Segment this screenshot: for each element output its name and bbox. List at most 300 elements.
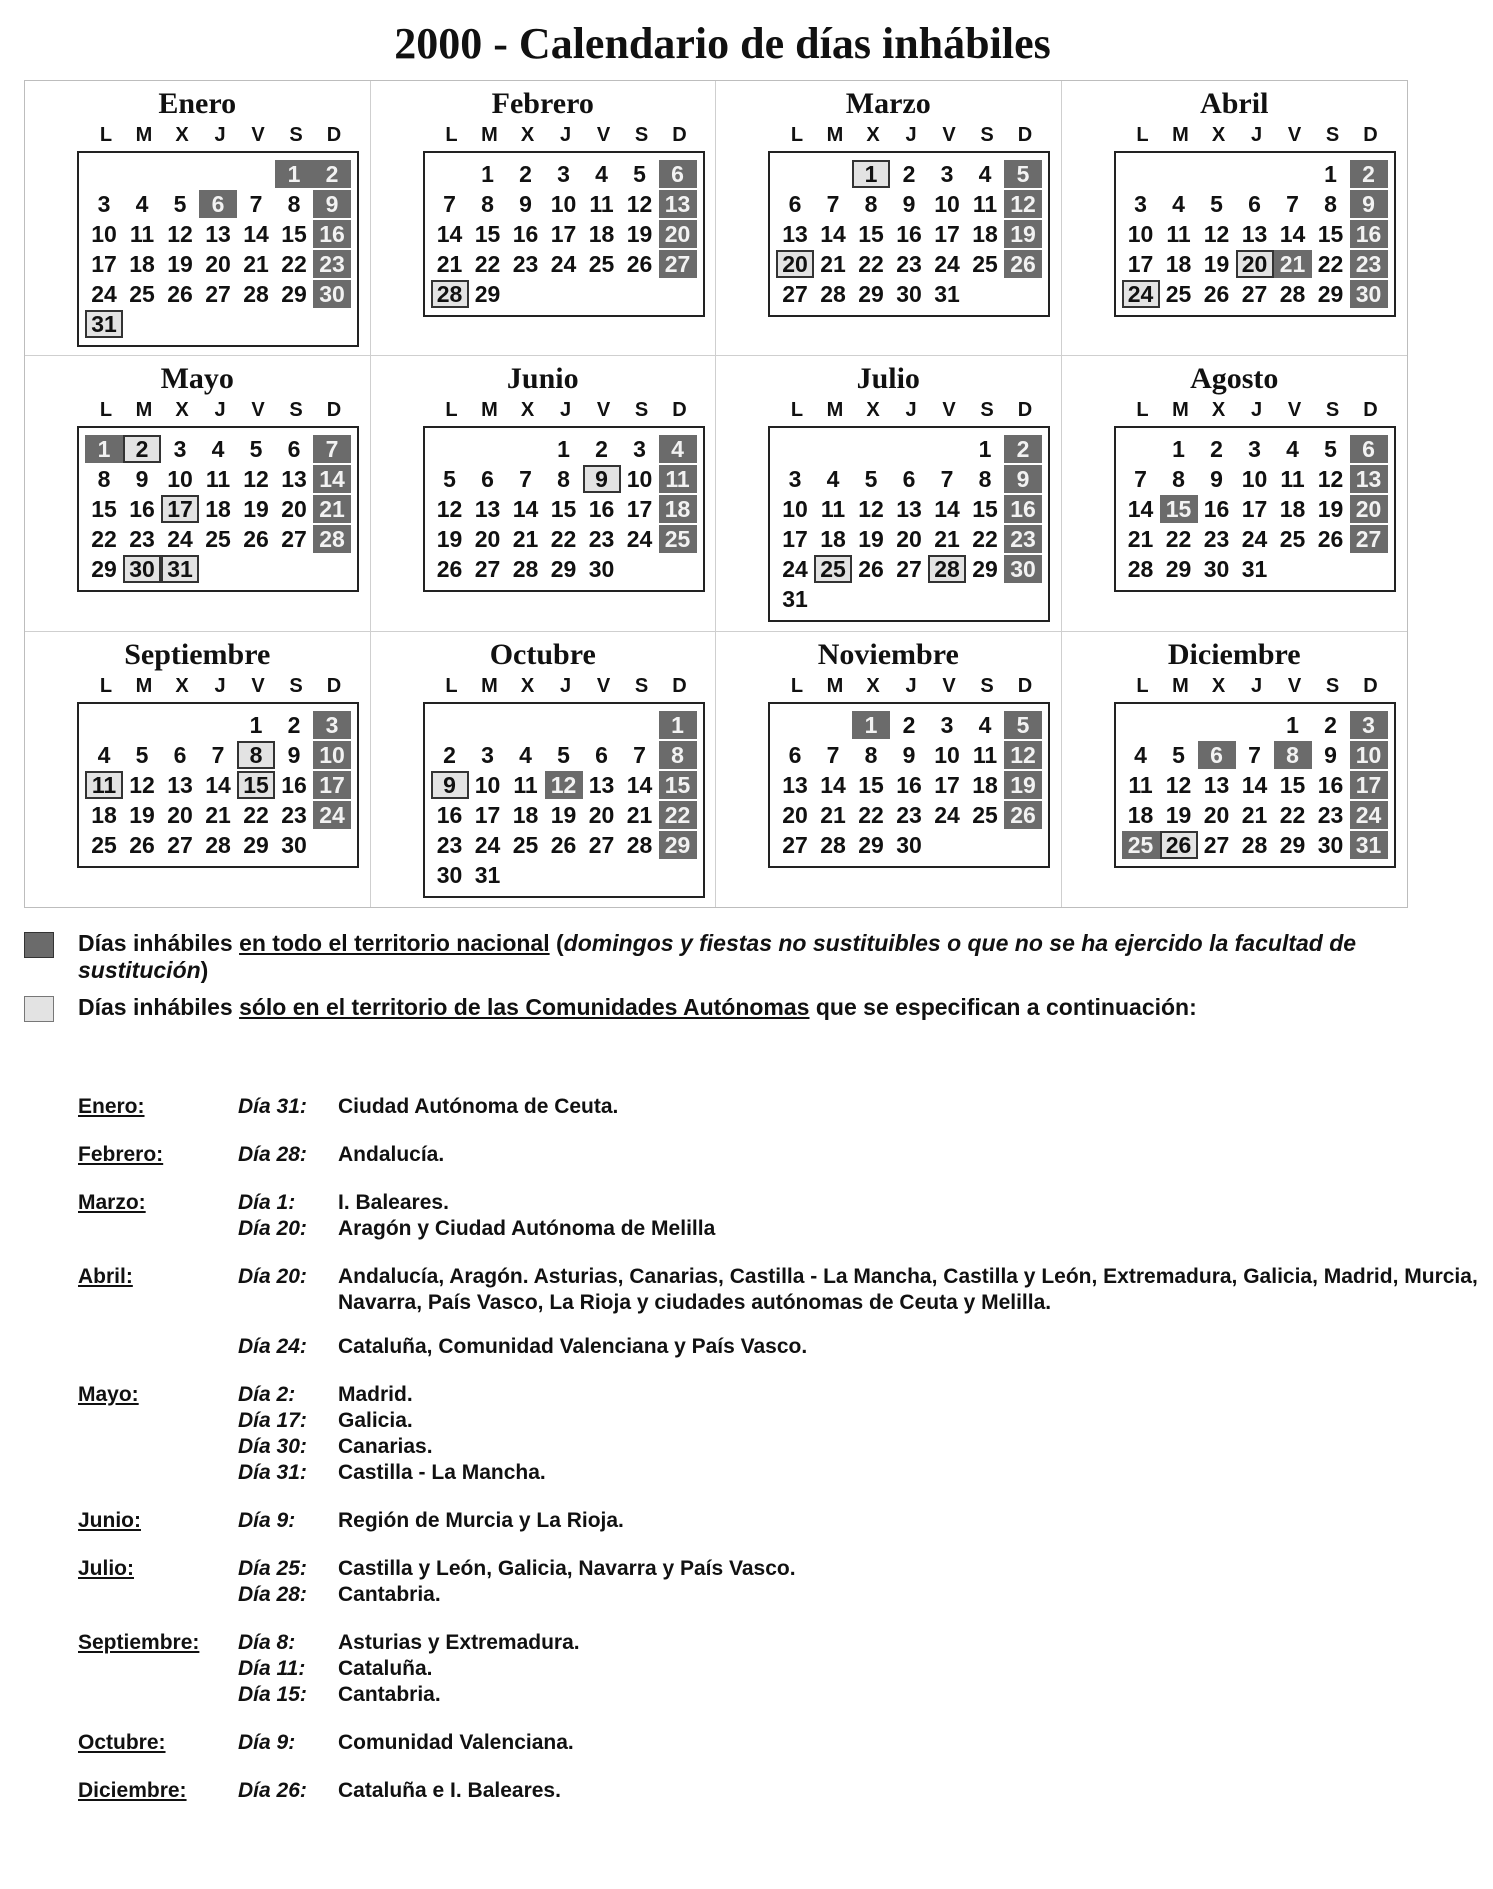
day-cell: 20: [474, 526, 501, 553]
day-cell: 10: [934, 741, 960, 768]
weekday-label: X: [1211, 399, 1226, 422]
day-cell: 16: [896, 221, 922, 247]
day-cell: 25: [1122, 831, 1160, 859]
days-grid: [85, 159, 357, 339]
day-cell: 8: [237, 741, 275, 769]
day-cell: 20: [1236, 250, 1274, 278]
day-cell: 16: [588, 496, 615, 523]
days-grid: [1122, 159, 1394, 309]
day-cell: 4: [1286, 436, 1299, 463]
weekday-label: J: [559, 674, 572, 697]
weekday-label: D: [1363, 674, 1378, 697]
holiday-day: Día 9:: [238, 1731, 296, 1754]
holiday-group: [78, 1382, 1478, 1486]
day-cell: 13: [1203, 771, 1230, 798]
weekday-label: L: [790, 674, 804, 697]
day-cell: 20: [205, 251, 231, 277]
day-cell: 20: [1203, 801, 1230, 828]
empty-day: [1236, 711, 1274, 739]
holiday-day: Día 11:: [238, 1657, 306, 1680]
day-cell: 4: [1134, 741, 1147, 768]
legend-national-underlined: en todo el territorio nacional: [239, 930, 550, 956]
day-cell: 7: [519, 466, 532, 493]
day-cell: 5: [864, 466, 878, 493]
weekday-label: J: [1250, 674, 1263, 697]
day-cell: 5: [557, 741, 570, 768]
holiday-month: Julio:: [78, 1557, 134, 1580]
day-cell: 6: [173, 741, 187, 768]
day-cell: 11: [589, 191, 614, 217]
weekday-label: D: [1017, 124, 1033, 146]
month-noviembre: [716, 632, 1062, 907]
day-cell: 1: [1172, 436, 1185, 463]
day-cell: 26: [1004, 250, 1042, 278]
day-cell: 2: [1210, 436, 1223, 463]
weekday-header: [433, 123, 699, 147]
holiday-regions: Cantabria.: [338, 1583, 441, 1606]
weekday-label: D: [1363, 124, 1378, 146]
day-cell: 25: [972, 251, 998, 277]
day-cell: 18: [820, 526, 846, 553]
day-cell: 19: [1004, 771, 1042, 799]
day-cell: 5: [173, 191, 187, 217]
weekday-label: L: [99, 124, 113, 146]
day-cell: 17: [550, 221, 577, 247]
day-cell: 1: [852, 711, 890, 739]
month-name: Marzo: [845, 87, 931, 120]
month-marzo: [716, 81, 1062, 356]
legend-regional: [24, 994, 1464, 1021]
day-cell: 6: [199, 190, 237, 218]
empty-day: [776, 711, 814, 739]
holiday-day: Día 30:: [238, 1435, 307, 1458]
day-cell: 24: [474, 831, 501, 858]
day-cell: 5: [1004, 711, 1042, 739]
day-cell: 19: [129, 801, 155, 828]
weekday-label: V: [942, 399, 956, 422]
day-cell: 23: [896, 251, 922, 277]
day-cell: 24: [934, 801, 960, 828]
empty-day: [507, 435, 545, 463]
day-cell: 2: [443, 741, 456, 768]
day-cell: 18: [512, 801, 539, 828]
weekday-label: V: [1287, 124, 1302, 146]
day-cell: 7: [1248, 741, 1261, 768]
day-cell: 10: [550, 191, 577, 217]
legend-swatch-national: [24, 932, 54, 958]
day-cell: 28: [205, 831, 231, 858]
weekday-label: S: [1325, 674, 1340, 697]
holiday-regions: Castilla y León, Galicia, Navarra y País Vasco.: [338, 1557, 796, 1580]
day-cell: 2: [595, 436, 608, 463]
day-cell: 31: [1350, 831, 1388, 859]
weekday-label: J: [559, 124, 572, 146]
day-cell: 28: [928, 555, 966, 583]
day-cell: 19: [626, 221, 653, 247]
day-cell: 1: [249, 711, 263, 738]
day-cell: 12: [1203, 221, 1230, 247]
day-cell: 18: [1165, 251, 1192, 277]
holiday-entry: [238, 1730, 1478, 1756]
day-cell: 6: [595, 741, 608, 768]
day-cell: 11: [1128, 771, 1153, 798]
day-cell: 27: [896, 556, 922, 583]
empty-day: [814, 160, 852, 188]
day-cell: 2: [287, 711, 301, 738]
day-cell: 24: [626, 526, 653, 553]
day-cell: 7: [1134, 466, 1147, 493]
day-cell: 17: [161, 495, 199, 523]
day-cell: 27: [659, 250, 697, 278]
day-cell: 10: [474, 771, 501, 798]
month-enero: [25, 81, 371, 356]
day-cell: 6: [287, 436, 301, 463]
day-cell: 23: [313, 250, 351, 278]
holiday-regions: Madrid.: [338, 1383, 413, 1406]
month-name: Enero: [158, 87, 237, 120]
weekday-label: X: [1211, 674, 1226, 697]
day-cell: 15: [1279, 771, 1306, 798]
day-cell: 8: [864, 191, 878, 217]
weekday-label: S: [634, 399, 649, 422]
day-cell: 26: [1160, 831, 1198, 859]
weekday-label: S: [634, 674, 649, 697]
weekday-header: [778, 398, 1044, 422]
day-cell: 9: [519, 191, 532, 217]
day-cell: 28: [313, 525, 351, 553]
holiday-regions: Andalucía.: [338, 1143, 445, 1166]
day-cell: 3: [173, 436, 187, 463]
day-cell: 8: [1172, 466, 1185, 493]
day-cell: 22: [243, 801, 269, 828]
day-cell: 25: [91, 831, 117, 858]
day-cell: 13: [659, 190, 697, 218]
month-abril: [1062, 81, 1408, 356]
empty-day: [1236, 160, 1274, 188]
weekday-label: V: [596, 674, 611, 697]
day-cell: 16: [1004, 495, 1042, 523]
day-cell: 14: [1241, 771, 1268, 798]
day-cell: 25: [588, 251, 615, 277]
weekday-label: X: [1211, 124, 1226, 146]
holiday-month: Mayo:: [78, 1383, 139, 1406]
day-cell: 3: [1248, 436, 1261, 463]
day-cell: 24: [1350, 801, 1388, 829]
days-box: [77, 426, 359, 592]
weekday-label: L: [445, 124, 458, 146]
days-grid: [431, 710, 703, 890]
day-cell: 5: [1210, 191, 1223, 217]
day-cell: 4: [826, 466, 840, 493]
day-cell: 29: [243, 831, 269, 858]
weekday-label: S: [1325, 124, 1340, 146]
empty-day: [1198, 711, 1236, 739]
holiday-entry: [238, 1264, 1478, 1316]
holiday-regions: Ciudad Autónoma de Ceuta.: [338, 1095, 619, 1118]
days-box: [768, 426, 1050, 622]
month-name: Abril: [1200, 87, 1269, 120]
weekday-label: J: [905, 124, 917, 146]
holiday-month: Abril:: [78, 1265, 133, 1288]
weekday-label: M: [826, 674, 844, 697]
day-cell: 13: [1350, 465, 1388, 493]
day-cell: 29: [474, 281, 501, 307]
day-cell: 7: [249, 191, 263, 217]
day-cell: 16: [1350, 220, 1388, 248]
day-cell: 19: [550, 801, 577, 828]
legend-national-mid: (: [549, 930, 564, 956]
weekday-label: S: [980, 124, 994, 146]
day-cell: 26: [167, 281, 193, 307]
day-cell: 3: [1134, 191, 1147, 217]
day-cell: 7: [633, 741, 646, 768]
day-cell: 28: [1279, 281, 1306, 307]
day-cell: 9: [287, 741, 301, 768]
day-cell: 21: [512, 526, 539, 553]
day-cell: 7: [211, 741, 225, 768]
empty-day: [85, 160, 123, 188]
day-cell: 11: [1166, 221, 1191, 247]
day-cell: 10: [167, 466, 193, 493]
day-cell: 20: [782, 801, 808, 828]
day-cell: 1: [1286, 711, 1299, 738]
holiday-day: Día 17:: [238, 1409, 307, 1432]
day-cell: 8: [287, 191, 301, 217]
day-cell: 15: [91, 496, 117, 523]
day-cell: 25: [659, 525, 697, 553]
day-cell: 6: [1248, 191, 1261, 217]
days-grid: [776, 159, 1048, 309]
day-cell: 23: [1203, 526, 1230, 553]
day-cell: 8: [1324, 191, 1337, 217]
day-cell: 1: [852, 160, 890, 188]
day-cell: 5: [1324, 436, 1337, 463]
day-cell: 8: [97, 466, 111, 493]
day-cell: 18: [972, 221, 998, 247]
day-cell: 3: [313, 711, 351, 739]
day-cell: 14: [313, 465, 351, 493]
day-cell: 2: [902, 711, 916, 738]
day-cell: 30: [896, 831, 922, 858]
weekday-label: J: [905, 399, 917, 422]
day-cell: 29: [972, 556, 998, 583]
day-cell: 8: [659, 741, 697, 769]
day-cell: 12: [1004, 741, 1042, 769]
day-cell: 21: [934, 526, 960, 553]
weekday-label: D: [1017, 674, 1033, 697]
day-cell: 6: [659, 160, 697, 188]
holiday-month: Enero:: [78, 1095, 145, 1118]
day-cell: 22: [91, 526, 117, 553]
day-cell: 17: [1241, 496, 1268, 523]
day-cell: 21: [1241, 801, 1268, 828]
holiday-regions: Galicia.: [338, 1409, 413, 1432]
day-cell: 23: [129, 526, 155, 553]
day-cell: 13: [782, 771, 808, 798]
day-cell: 24: [550, 251, 577, 277]
day-cell: 4: [135, 191, 149, 217]
weekday-label: S: [634, 124, 649, 146]
weekday-label: L: [99, 674, 113, 697]
day-cell: 12: [858, 496, 884, 523]
empty-day: [85, 711, 123, 739]
day-cell: 23: [1004, 525, 1042, 553]
day-cell: 28: [820, 831, 846, 858]
day-cell: 4: [97, 741, 111, 768]
day-cell: 5: [135, 741, 149, 768]
empty-day: [1274, 160, 1312, 188]
day-cell: 19: [1203, 251, 1230, 277]
holiday-regions: Comunidad Valenciana.: [338, 1731, 574, 1754]
day-cell: 24: [313, 801, 351, 829]
day-cell: 19: [436, 526, 463, 553]
holiday-day: Día 31:: [238, 1095, 307, 1118]
empty-day: [1122, 160, 1160, 188]
day-cell: 12: [167, 221, 193, 247]
day-cell: 23: [1350, 250, 1388, 278]
holiday-day: Día 26:: [238, 1779, 307, 1802]
day-cell: 16: [313, 220, 351, 248]
day-cell: 12: [545, 771, 583, 799]
legend-national-italic: domingos y fiestas no sustituibles o que no se ha ejercido la facultad de sustitución: [78, 930, 1357, 983]
weekday-label: M: [135, 674, 153, 697]
weekday-label: X: [175, 674, 189, 697]
day-cell: 15: [550, 496, 577, 523]
day-cell: 15: [858, 221, 884, 247]
day-cell: 1: [481, 161, 494, 187]
day-cell: 8: [557, 466, 570, 493]
weekday-label: D: [326, 674, 342, 697]
day-cell: 13: [782, 221, 808, 247]
day-cell: 23: [896, 801, 922, 828]
month-octubre: [371, 632, 717, 907]
day-cell: 10: [1127, 221, 1154, 247]
day-cell: 26: [550, 831, 577, 858]
holiday-group: [78, 1508, 1478, 1534]
weekday-label: X: [866, 124, 880, 146]
day-cell: 24: [167, 526, 193, 553]
day-cell: 22: [972, 526, 998, 553]
day-cell: 14: [820, 221, 846, 247]
day-cell: 13: [474, 496, 501, 523]
day-cell: 24: [1241, 526, 1268, 553]
day-cell: 30: [281, 831, 307, 858]
day-cell: 27: [1203, 831, 1230, 858]
holiday-entry: [238, 1582, 1478, 1608]
weekday-label: V: [1287, 399, 1302, 422]
empty-day: [814, 711, 852, 739]
empty-day: [123, 711, 161, 739]
day-cell: 18: [1127, 801, 1154, 828]
weekday-label: X: [866, 674, 880, 697]
weekday-label: L: [790, 399, 804, 422]
day-cell: 10: [934, 191, 960, 217]
holiday-day: Día 8:: [238, 1631, 296, 1654]
day-cell: 28: [243, 281, 269, 307]
day-cell: 22: [474, 251, 501, 277]
weekday-header: [433, 674, 699, 698]
day-cell: 11: [205, 466, 231, 493]
empty-day: [890, 435, 928, 463]
day-cell: 2: [902, 161, 916, 187]
empty-day: [1122, 711, 1160, 739]
day-cell: 20: [167, 801, 193, 828]
day-cell: 15: [281, 221, 307, 247]
day-cell: 30: [1317, 831, 1344, 858]
day-cell: 27: [782, 831, 808, 858]
day-cell: 14: [626, 771, 653, 798]
day-cell: 20: [896, 526, 922, 553]
day-cell: 13: [588, 771, 615, 798]
weekday-label: S: [980, 399, 994, 422]
day-cell: 25: [1165, 281, 1192, 307]
weekday-label: J: [1250, 124, 1263, 146]
weekday-header: [87, 123, 353, 147]
month-julio: [716, 356, 1062, 631]
day-cell: 24: [91, 281, 117, 307]
day-cell: 3: [97, 191, 111, 217]
day-cell: 8: [1274, 741, 1312, 769]
holiday-day: Día 28:: [238, 1583, 307, 1606]
holiday-regions: Castilla - La Mancha.: [338, 1461, 546, 1484]
day-cell: 2: [1324, 711, 1337, 738]
day-cell: 8: [978, 466, 992, 493]
day-cell: 27: [167, 831, 193, 858]
day-cell: 22: [659, 801, 697, 829]
weekday-label: L: [99, 399, 113, 422]
day-cell: 10: [626, 466, 653, 493]
day-cell: 22: [858, 801, 884, 828]
day-cell: 11: [129, 221, 155, 247]
weekday-label: S: [1325, 399, 1340, 422]
weekday-label: D: [672, 124, 687, 146]
weekday-label: M: [1172, 399, 1189, 422]
month-mayo: [25, 356, 371, 631]
legend-swatch-regional: [24, 996, 54, 1022]
holiday-entry: [238, 1630, 1478, 1656]
holiday-day: Día 2:: [238, 1383, 296, 1406]
day-cell: 22: [550, 526, 577, 553]
day-cell: 26: [243, 526, 269, 553]
holiday-day: Día 20:: [238, 1265, 307, 1288]
day-cell: 31: [782, 586, 808, 613]
day-cell: 17: [313, 771, 351, 799]
day-cell: 21: [626, 801, 653, 828]
day-cell: 2: [123, 435, 161, 463]
day-cell: 29: [1317, 281, 1344, 307]
month-febrero: [371, 81, 717, 356]
day-cell: 12: [1004, 190, 1042, 218]
day-cell: 9: [1324, 741, 1337, 768]
day-cell: 4: [595, 161, 608, 187]
weekday-label: M: [135, 124, 153, 146]
day-cell: 28: [626, 831, 653, 858]
holiday-group: [78, 1094, 1478, 1120]
month-name: Febrero: [491, 87, 594, 120]
day-cell: 28: [512, 556, 539, 583]
weekday-label: L: [790, 124, 804, 146]
days-grid: [776, 710, 1048, 860]
day-cell: 31: [161, 555, 199, 583]
day-cell: 26: [1203, 281, 1230, 307]
day-cell: 25: [205, 526, 231, 553]
day-cell: 6: [902, 466, 916, 493]
empty-day: [852, 435, 890, 463]
holiday-month: Febrero:: [78, 1143, 164, 1166]
holiday-entry: [238, 1656, 1478, 1682]
weekday-label: V: [251, 124, 265, 146]
day-cell: 21: [820, 801, 846, 828]
